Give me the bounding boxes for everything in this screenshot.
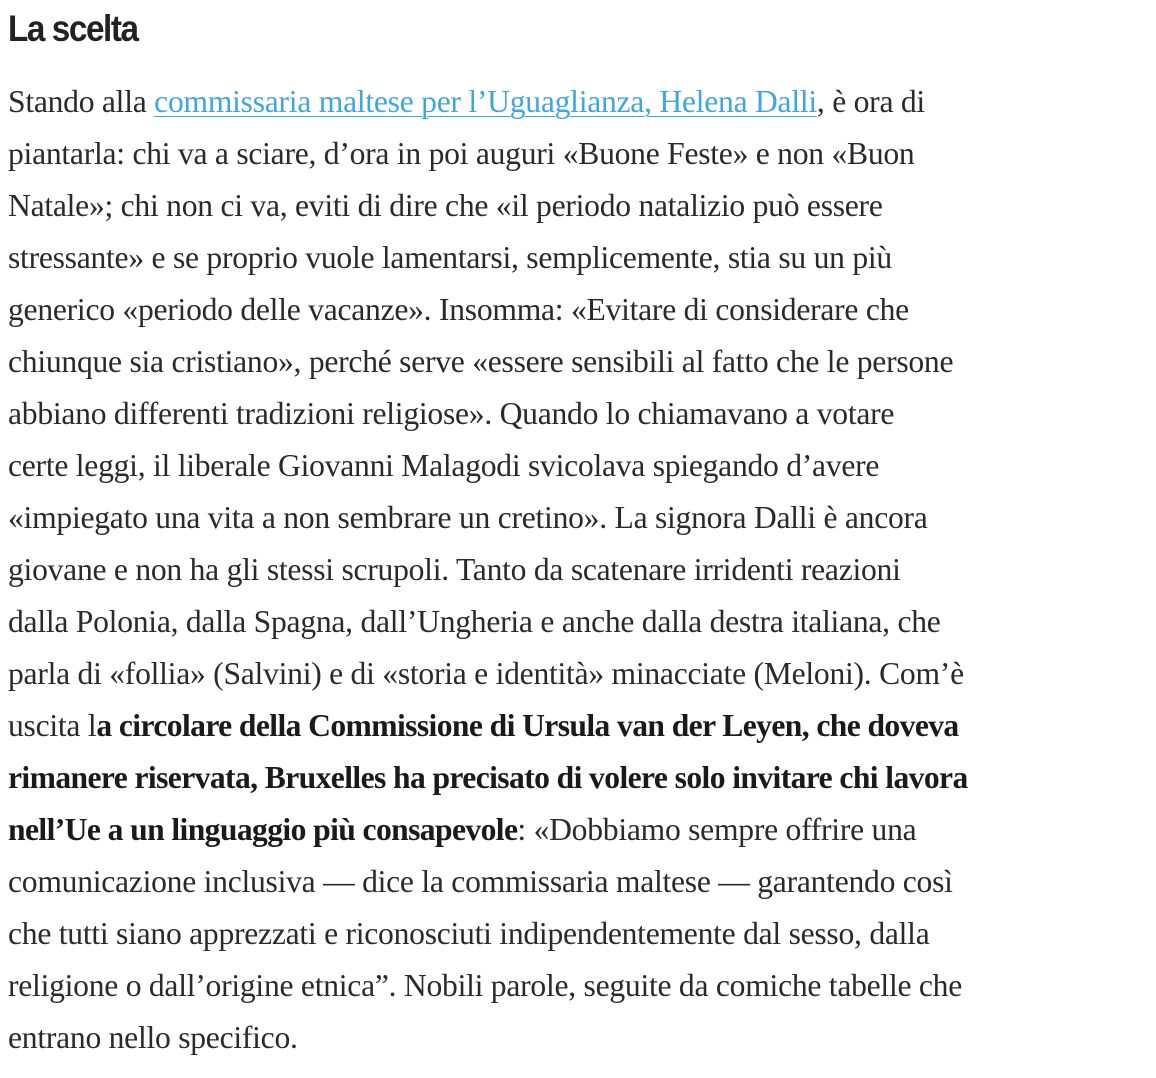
- text-run: entrano nello specifico.: [8, 1020, 298, 1055]
- bold-text-run: a circolare della Commissione di Ursula van der Leyen, che doveva: [96, 708, 959, 743]
- text-run: piantarla: chi va a sciare, d’ora in poi auguri «Buone Feste» e non «Buon: [8, 136, 915, 171]
- text-run: giovane e non ha gli stessi scrupoli. Tanto da scatenare irridenti reazioni: [8, 552, 901, 587]
- paragraph-line: [8, 908, 1154, 960]
- text-run: che tutti siano apprezzati e riconosciuti indipendentemente dal sesso, dalla: [8, 916, 930, 951]
- text-run: chiunque sia cristiano», perché serve «essere sensibili al fatto che le persone: [8, 344, 954, 379]
- text-run: parla di «follia» (Salvini) e di «storia e identità» minacciate (Meloni). Com’è: [8, 656, 964, 691]
- text-run: uscita l: [8, 708, 97, 743]
- bold-text-run: nell’Ue a un linguaggio più consapevole: [8, 812, 518, 847]
- text-run: Natale»; chi non ci va, eviti di dire che «il periodo natalizio può essere: [8, 188, 883, 223]
- paragraph-line: [8, 128, 1154, 180]
- text-run: certe leggi, il liberale Giovanni Malagodi svicolava spiegando d’avere: [8, 448, 880, 483]
- text-run: religione o dall’origine etnica”. Nobili parole, seguite da comiche tabelle che: [8, 968, 962, 1003]
- paragraph-line: [8, 700, 1154, 752]
- paragraph-line: [8, 960, 1154, 1012]
- text-run: comunicazione inclusiva — dice la commissaria maltese — garantendo così: [8, 864, 953, 899]
- paragraph-line: [8, 804, 1154, 856]
- paragraph-line: [8, 492, 1154, 544]
- text-run: «impiegato una vita a non sembrare un cretino». La signora Dalli è ancora: [8, 500, 928, 535]
- text-run: : «Dobbiamo sempre offrire una: [517, 812, 917, 847]
- paragraph-line: [8, 388, 1154, 440]
- paragraph-line: [8, 76, 1154, 128]
- paragraph-line: [8, 596, 1154, 648]
- text-run: stressante» e se proprio vuole lamentarsi, semplicemente, stia su un più: [8, 240, 892, 275]
- paragraph-line: [8, 232, 1154, 284]
- paragraph-line: [8, 284, 1154, 336]
- paragraph-line: [8, 336, 1154, 388]
- commissioner-link[interactable]: commissaria maltese per l’Uguaglianza, Helena Dalli: [154, 84, 817, 119]
- paragraph-line: [8, 752, 1154, 804]
- article-section: [8, 0, 1154, 1064]
- text-run: , è ora di: [816, 84, 925, 119]
- paragraph-line: [8, 856, 1154, 908]
- paragraph-line: [8, 648, 1154, 700]
- bold-text-run: rimanere riservata, Bruxelles ha precisato di volere solo invitare chi lavora: [8, 760, 968, 795]
- paragraph-line: [8, 440, 1154, 492]
- article-paragraph: [8, 76, 1154, 1064]
- section-heading: La scelta: [8, 8, 138, 49]
- paragraph-line: [8, 180, 1154, 232]
- paragraph-line: [8, 544, 1154, 596]
- text-run: abbiano differenti tradizioni religiose». Quando lo chiamavano a votare: [8, 396, 895, 431]
- text-run: Stando alla: [8, 84, 155, 119]
- text-run: generico «periodo delle vacanze». Insomma: «Evitare di considerare che: [8, 292, 909, 327]
- text-run: dalla Polonia, dalla Spagna, dall’Ungheria e anche dalla destra italiana, che: [8, 604, 941, 639]
- paragraph-line: [8, 1012, 1154, 1064]
